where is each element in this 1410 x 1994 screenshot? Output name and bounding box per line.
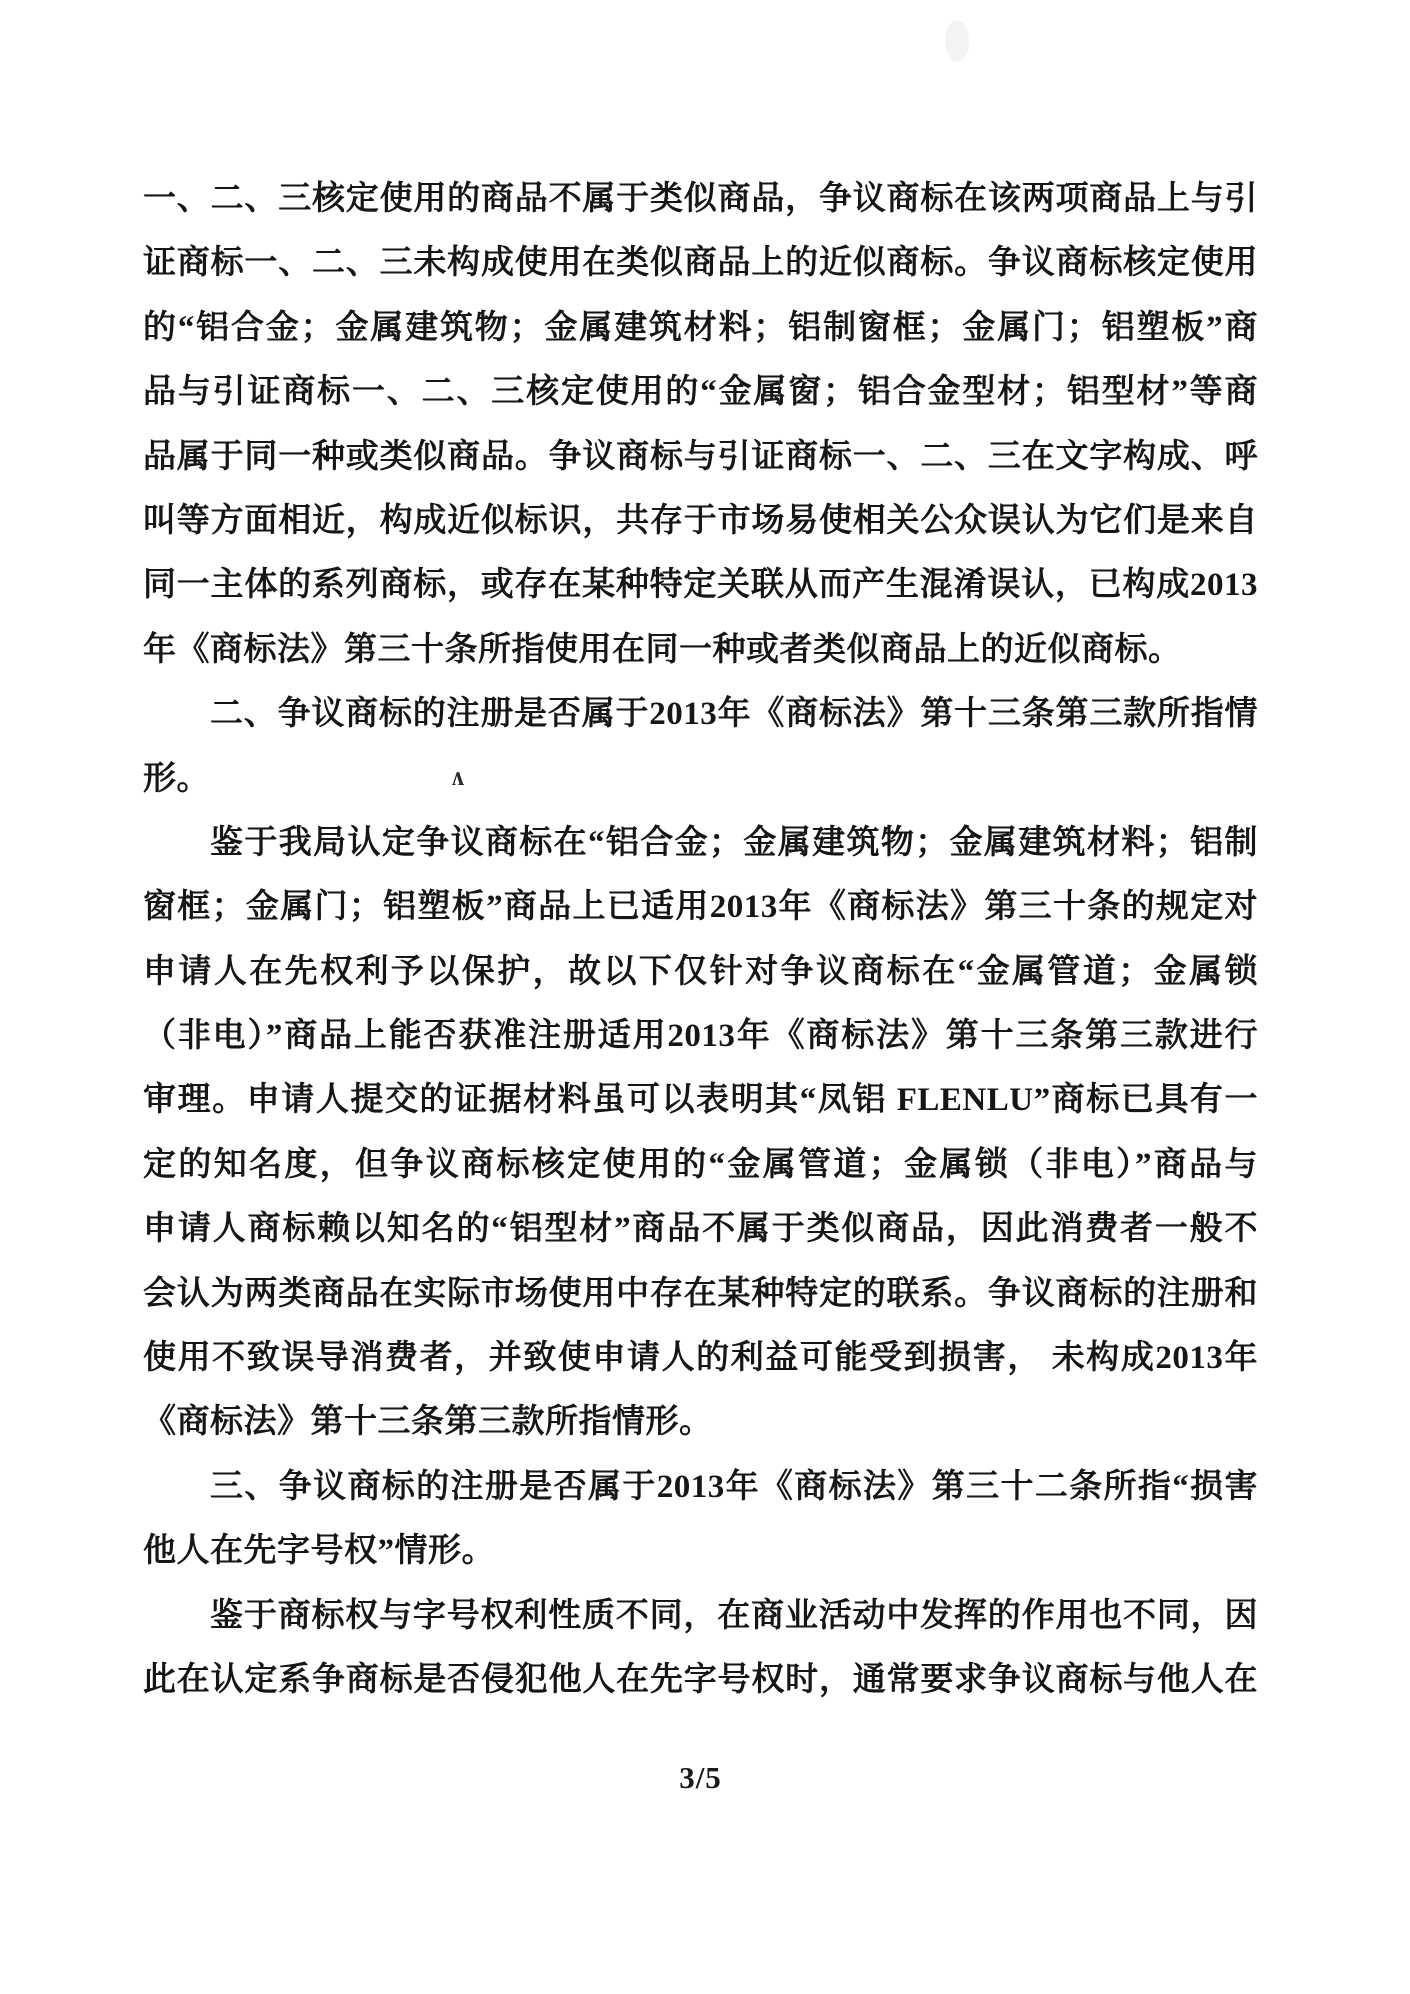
paragraph [143,682,1258,811]
document-body [143,167,1258,1712]
document-line: 一、二、三核定使用的商品不属于类似商品，争议商标在该两项商品上与引 [143,181,1258,217]
document-line: 申请人在先权利予以保护，故以下仅针对争议商标在“金属管道；金属锁 [143,953,1258,990]
document-line: 他人在先字号权”情形。 [143,1533,495,1570]
document-line: 年《商标法》第三十条所指使用在同一种或者类似商品上的近似商标。 [143,631,1182,668]
document-line: 的“铝合金；金属建筑物；金属建筑材料；铝制窗框；金属门；铝塑板”商 [143,309,1258,346]
document-line: 形。 [143,760,210,797]
document-line: 会认为两类商品在实际市场使用中存在某种特定的联系。争议商标的注册和 [143,1275,1258,1312]
document-line: 使用不致误导消费者，并致使申请人的利益可能受到损害， 未构成2013年 [143,1340,1258,1377]
paragraph [143,1455,1258,1584]
paragraph [143,1584,1258,1713]
document-line: 审理。申请人提交的证据材料虽可以表明其“凤铝 FLENLU”商标已具有一 [143,1082,1258,1119]
document-line: 三、争议商标的注册是否属于2013年《商标法》第三十二条所指“损害 [210,1468,1258,1505]
document-line: 鉴于商标权与字号权利性质不同，在商业活动中发挥的作用也不同，因 [210,1597,1258,1634]
document-line: 二、争议商标的注册是否属于2013年《商标法》第十三条第三款所指情 [210,696,1258,733]
document-line: 鉴于我局认定争议商标在“铝合金；金属建筑物；金属建筑材料；铝制 [210,824,1258,861]
document-line: 申请人商标赖以知名的“铝型材”商品不属于类似商品，因此消费者一般不 [143,1211,1258,1248]
document-line: 定的知名度，但争议商标核定使用的“金属管道；金属锁（非电）”商品与 [143,1146,1258,1183]
document-line: （非电）”商品上能否获准注册适用2013年《商标法》第十三条第三款进行 [143,1018,1258,1055]
document-line: 《商标法》第十三条第三款所指情形。 [143,1404,713,1441]
document-line: 证商标一、二、三未构成使用在类似商品上的近似商标。争议商标核定使用 [143,245,1258,282]
document-line: 品与引证商标一、二、三核定使用的“金属窗；铝合金型材；铝型材”等商 [143,374,1258,411]
document-line: 同一主体的系列商标，或存在某种特定关联从而产生混淆误认，已构成2013 [143,567,1258,604]
paragraph [143,811,1258,1455]
scan-smudge [945,20,969,62]
document-line: 窗框；金属门；铝塑板”商品上已适用2013年《商标法》第三十条的规定对 [143,889,1258,926]
scan-artifact-mark: ʌ [452,762,464,792]
document-line: 此在认定系争商标是否侵犯他人在先字号权时，通常要求争议商标与他人在 [143,1661,1258,1698]
page-number: 3/5 [679,1760,722,1795]
paragraph [143,167,1258,682]
document-line: 品属于同一种或类似商品。争议商标与引证商标一、二、三在文字构成、呼 [143,438,1258,475]
document-line: 叫等方面相近，构成近似标识，共存于市场易使相关公众误认为它们是来自 [143,502,1258,539]
